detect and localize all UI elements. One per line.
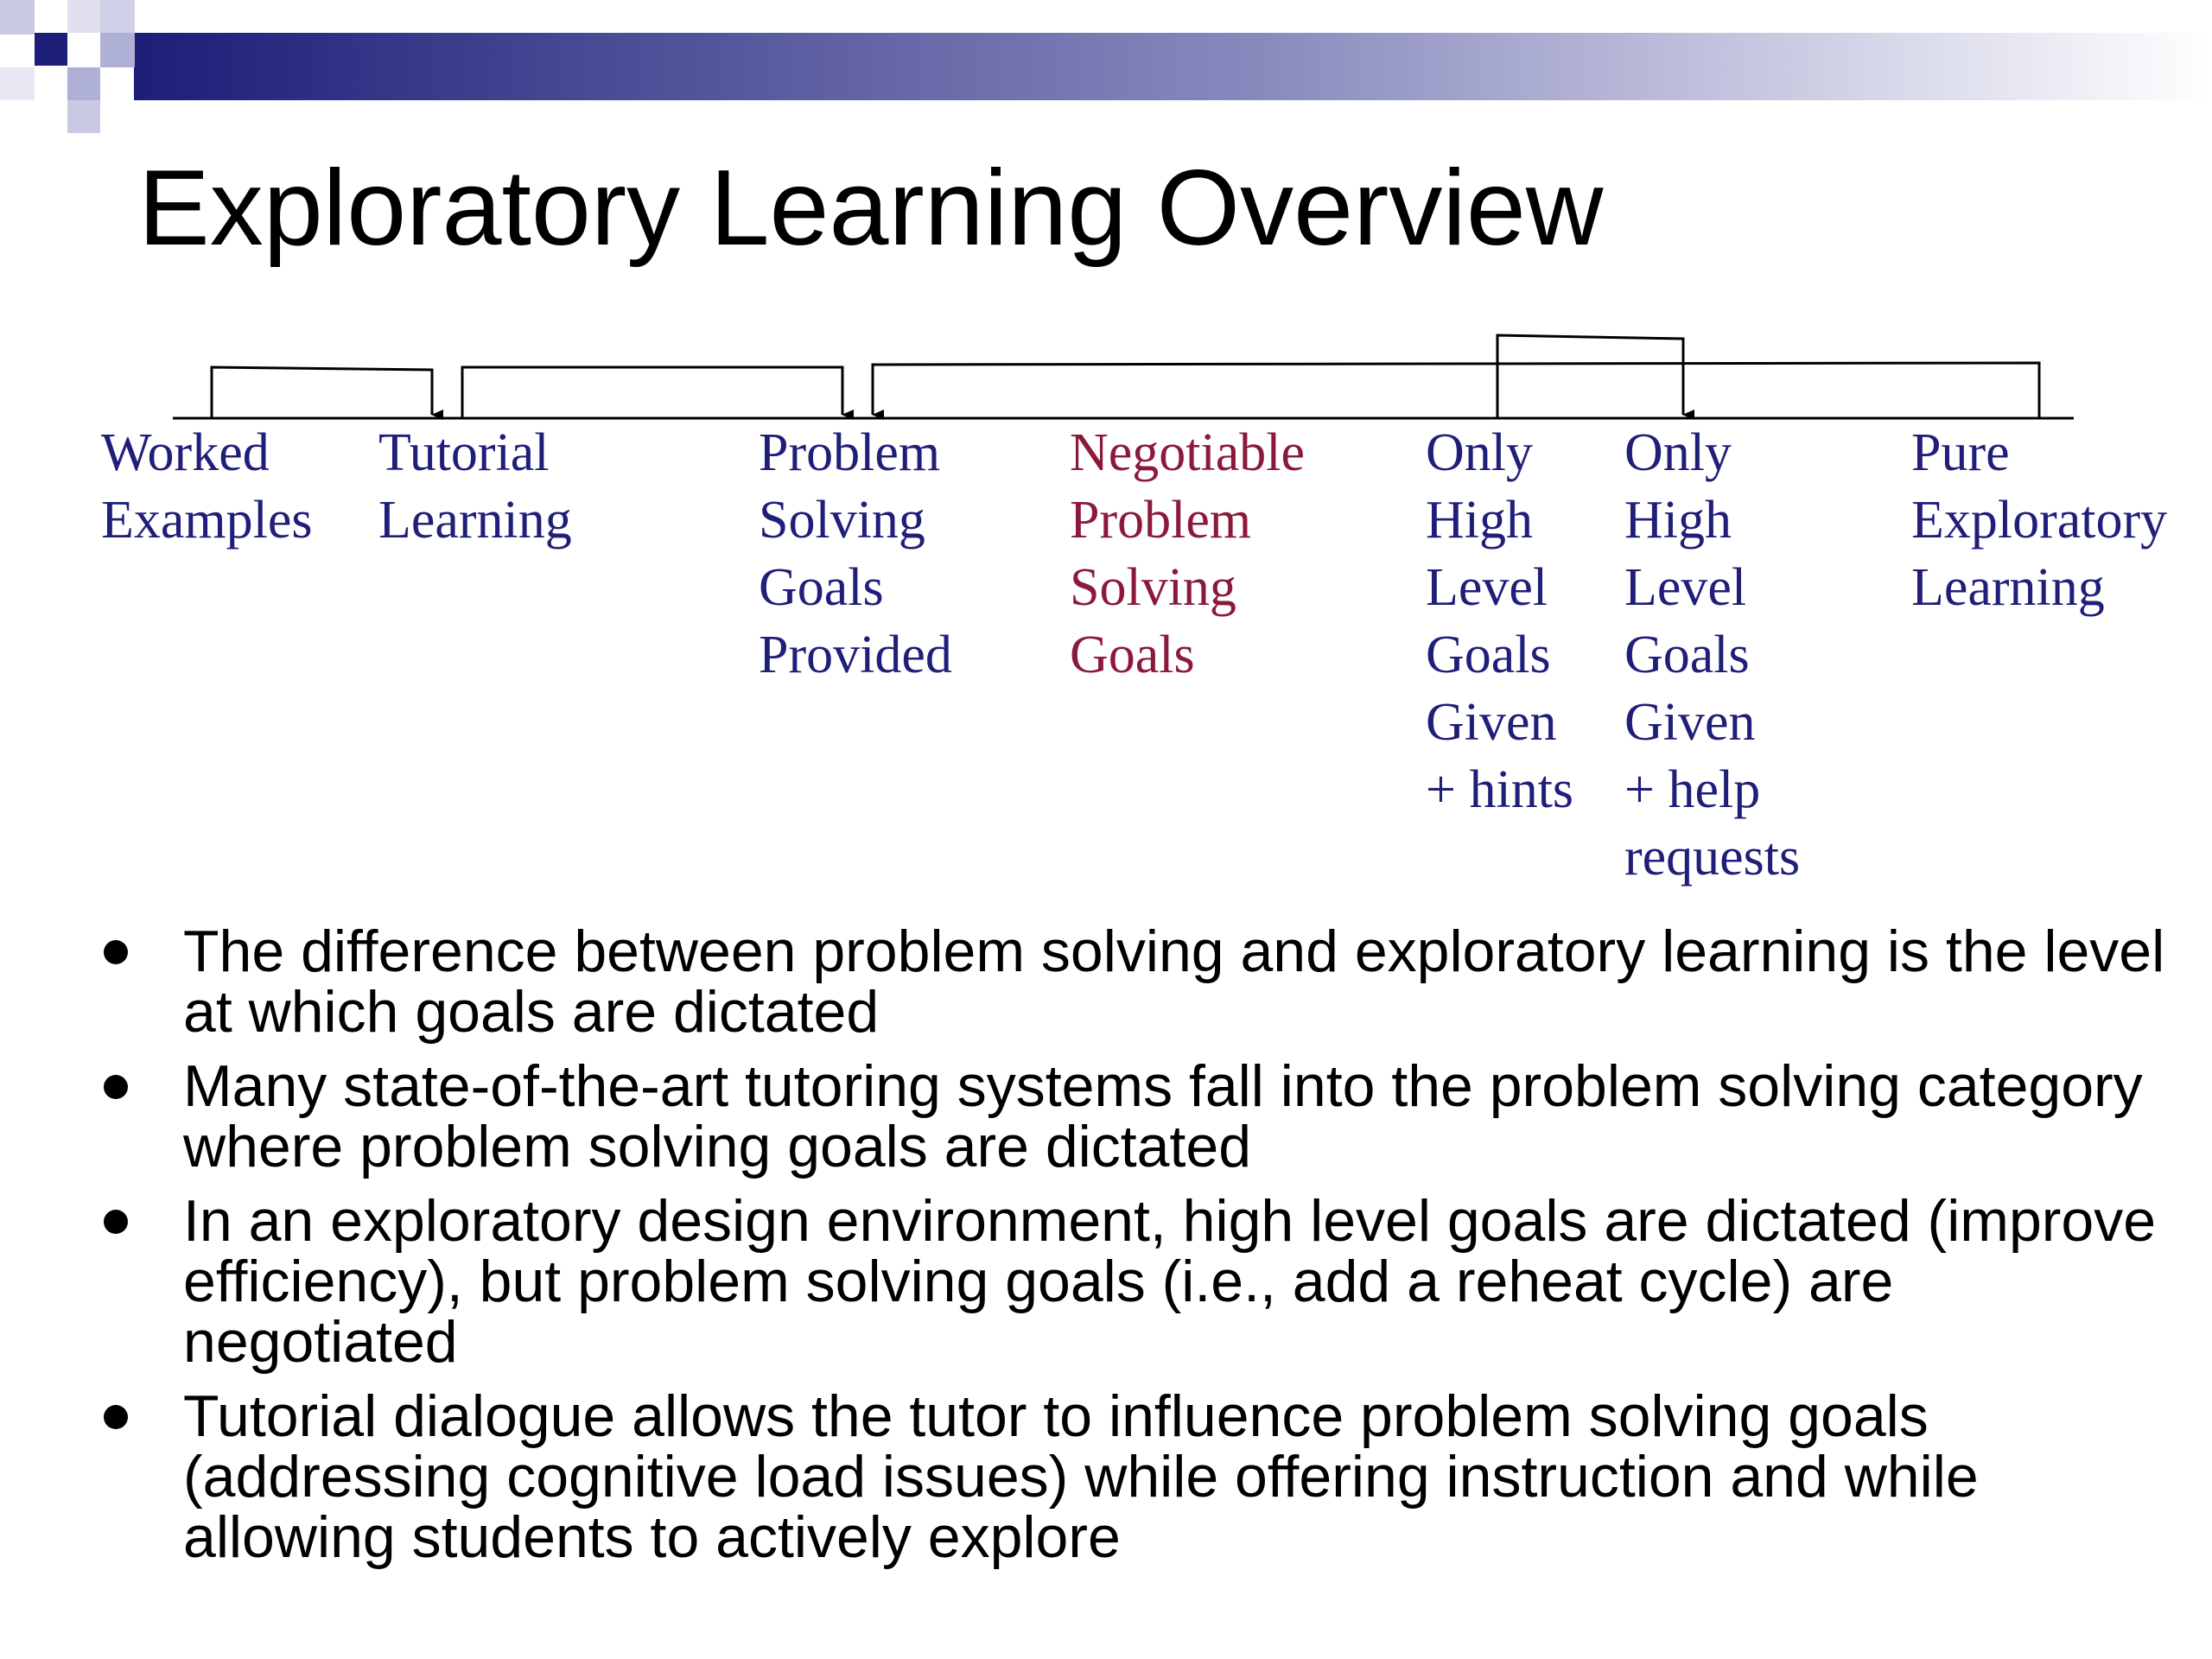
bullet-item bbox=[104, 918, 2177, 1045]
bullet-item bbox=[104, 1188, 2177, 1375]
bullet-text: In an exploratory design environment, high level goals are dictated (improve efficiency), but problem solving goals (i.e., add a reheat cycle) are negotiated bbox=[183, 1188, 2157, 1375]
bullet-dot-icon bbox=[104, 1075, 128, 1099]
arrow-hints-to-help bbox=[1497, 335, 1683, 418]
arrow-worked-to-tutorial bbox=[212, 367, 432, 418]
bullet-dot-icon bbox=[104, 1210, 128, 1234]
spectrum-label-high-level-help: Only High Level Goals Given + help requests bbox=[1624, 423, 1801, 887]
spectrum-label-pure-exploratory: Pure Exploratory Learning bbox=[1911, 423, 2168, 617]
spectrum-label-negotiable-goals: Negotiable Problem Solving Goals bbox=[1070, 423, 1306, 684]
arrow-tutorial-to-problem bbox=[462, 367, 842, 418]
spectrum-diagram bbox=[0, 0, 2212, 449]
slide-title: Exploratory Learning Overview bbox=[138, 149, 1604, 268]
bullet-item bbox=[104, 1383, 2177, 1570]
spectrum-label-worked-examples: Worked Examples bbox=[101, 423, 313, 550]
spectrum-label-high-level-hints: Only High Level Goals Given + hints bbox=[1426, 423, 1574, 819]
bullet-dot-icon bbox=[104, 1405, 128, 1429]
bullet-dot-icon bbox=[104, 940, 128, 964]
spectrum-label-problem-solving-goals-provided: Problem Solving Goals Provided bbox=[759, 423, 952, 684]
arrow-pure-to-problem bbox=[873, 363, 2039, 418]
bullet-item bbox=[104, 1053, 2177, 1179]
bullet-text: Tutorial dialogue allows the tutor to influence problem solving goals (addressing cognitive load issues) while offering instruction and while allowing students to actively explore bbox=[183, 1383, 1979, 1570]
spectrum-label-tutorial-learning: Tutorial Learning bbox=[378, 423, 572, 550]
bullet-text: Many state-of-the-art tutoring systems fall into the problem solving category where problem solving goals are dictated bbox=[183, 1053, 2143, 1179]
bullet-list bbox=[104, 918, 2177, 1581]
bullet-text: The difference between problem solving and exploratory learning is the level at which goals are dictated bbox=[183, 918, 2165, 1045]
